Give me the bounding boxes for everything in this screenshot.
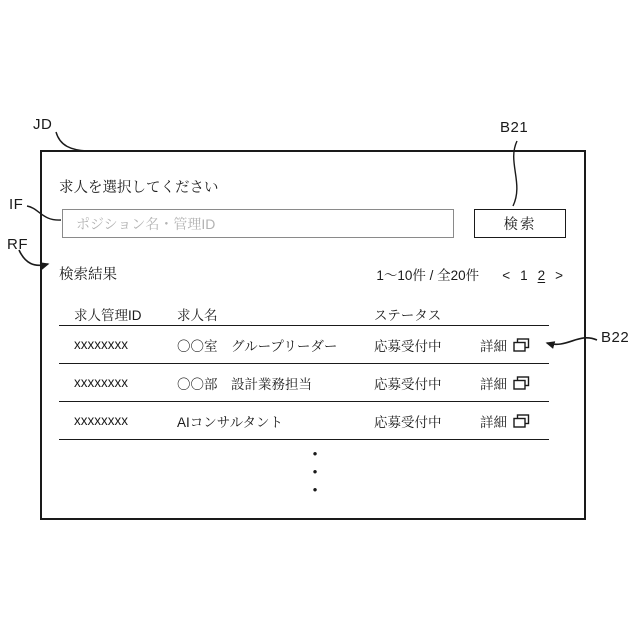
jd-leader-line xyxy=(56,132,87,151)
pagination-page-1[interactable]: 1 xyxy=(520,268,528,283)
pagination-page-2[interactable]: 2 xyxy=(537,268,546,283)
detail-label: 詳細 xyxy=(480,376,507,392)
search-button[interactable]: 検索 xyxy=(474,209,566,238)
more-rows-indicator xyxy=(310,448,320,496)
cell-action xyxy=(465,364,549,402)
pagination-next-button[interactable]: > xyxy=(555,268,563,283)
detail-button[interactable] xyxy=(480,411,530,431)
ref-label-b22: B22 xyxy=(601,329,630,346)
pagination-range: 1〜10件 / 全20件 xyxy=(376,268,480,283)
dot: • xyxy=(312,464,318,479)
open-window-icon xyxy=(513,414,530,428)
header-job-id: 求人管理ID xyxy=(59,302,162,326)
cell-status: 応募受付中 xyxy=(359,364,465,402)
detail-label: 詳細 xyxy=(480,414,507,430)
job-select-dialog xyxy=(40,150,586,520)
open-window-icon xyxy=(513,338,530,352)
detail-button[interactable] xyxy=(480,373,530,393)
results-table xyxy=(59,302,549,440)
ref-label-rf: RF xyxy=(7,236,28,253)
pagination xyxy=(340,264,566,284)
header-job-name: 求人名 xyxy=(162,302,359,326)
cell-job-id: xxxxxxxx xyxy=(59,402,162,440)
results-heading: 検索結果 xyxy=(59,267,117,283)
open-window-icon xyxy=(513,376,530,390)
dot: • xyxy=(312,482,318,497)
dialog-title: 求人を選択してください xyxy=(59,180,219,196)
pagination-prev-button[interactable]: < xyxy=(502,268,511,283)
cell-status: 応募受付中 xyxy=(359,402,465,440)
cell-job-name: AIコンサルタント xyxy=(162,402,359,440)
cell-status: 応募受付中 xyxy=(359,326,465,364)
search-input[interactable] xyxy=(62,209,454,238)
ref-label-if: IF xyxy=(9,196,24,213)
ref-label-b21: B21 xyxy=(500,119,529,136)
cell-job-id: xxxxxxxx xyxy=(59,364,162,402)
ref-label-jd: JD xyxy=(33,116,53,133)
detail-label: 詳細 xyxy=(480,338,507,354)
cell-job-name: 〇〇室 グループリーダー xyxy=(162,326,359,364)
cell-job-name: 〇〇部 設計業務担当 xyxy=(162,364,359,402)
cell-job-id: xxxxxxxx xyxy=(59,326,162,364)
dot: • xyxy=(312,446,318,461)
detail-button[interactable] xyxy=(480,335,530,355)
header-status: ステータス xyxy=(359,302,465,326)
cell-action xyxy=(465,402,549,440)
header-action xyxy=(465,302,549,326)
cell-action xyxy=(465,326,549,364)
